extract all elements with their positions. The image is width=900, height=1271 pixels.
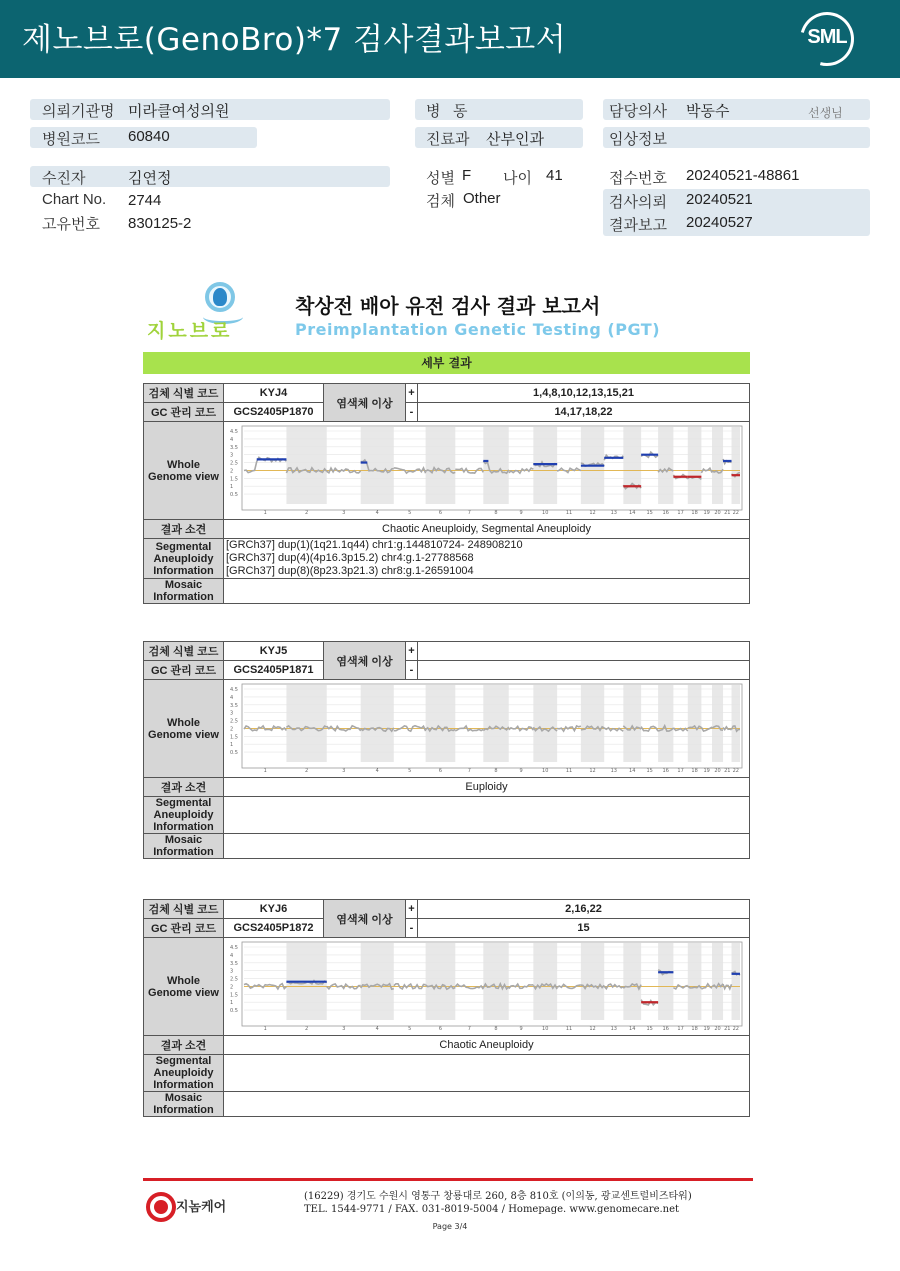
x-tick-label: 4 bbox=[375, 510, 379, 516]
wgv-label: Whole Genome view bbox=[144, 938, 224, 1036]
x-tick-label: 9 bbox=[519, 768, 523, 774]
x-tick-label: 3 bbox=[342, 510, 346, 516]
mosaic-label: Mosaic Information bbox=[144, 579, 224, 604]
chrom-band bbox=[426, 943, 456, 1020]
report-heading bbox=[143, 282, 750, 342]
finding-label: 결과 소견 bbox=[144, 1036, 224, 1055]
clinical-label: 임상정보 bbox=[609, 131, 667, 148]
y-tick-label: 3.5 bbox=[230, 444, 238, 451]
loss-sign: - bbox=[406, 403, 418, 422]
x-tick-label: 8 bbox=[494, 768, 498, 774]
y-tick-label: 2.5 bbox=[230, 460, 238, 467]
sample-code: KYJ6 bbox=[224, 900, 324, 919]
chrom-band bbox=[688, 427, 702, 504]
x-tick-label: 13 bbox=[610, 1026, 617, 1032]
x-tick-label: 6 bbox=[438, 768, 443, 774]
report-date-label: 결과보고 bbox=[609, 217, 667, 234]
accession-label: 접수번호 bbox=[609, 170, 667, 187]
finding-value: Chaotic Aneuploidy, Segmental Aneuploidy bbox=[224, 520, 750, 539]
age-label: 나이 bbox=[503, 170, 532, 187]
x-tick-label: 21 bbox=[724, 768, 731, 774]
y-tick-label: 4 bbox=[230, 436, 234, 443]
institution-value: 미라클여성의원 bbox=[128, 103, 230, 120]
x-tick-label: 15 bbox=[646, 510, 653, 516]
x-tick-label: 2 bbox=[304, 768, 309, 774]
x-tick-label: 14 bbox=[629, 768, 636, 774]
x-tick-label: 11 bbox=[565, 510, 573, 516]
y-tick-label: 4 bbox=[230, 952, 234, 959]
wgv-label: Whole Genome view bbox=[144, 422, 224, 520]
genome-plot-cell bbox=[224, 938, 750, 1036]
x-tick-label: 7 bbox=[467, 768, 471, 774]
x-tick-label: 20 bbox=[714, 768, 721, 774]
segmental-label: Segmental Aneuploidy Information bbox=[144, 539, 224, 579]
x-tick-label: 16 bbox=[662, 768, 669, 774]
x-tick-label: 6 bbox=[438, 1026, 443, 1032]
y-tick-label: 1 bbox=[230, 742, 234, 749]
x-tick-label: 20 bbox=[714, 510, 721, 516]
genobro-brand: 지노브로 bbox=[147, 320, 233, 342]
specimen-label: 검체 bbox=[426, 193, 455, 210]
x-tick-label: 18 bbox=[691, 768, 698, 774]
x-tick-label: 17 bbox=[677, 510, 684, 516]
chrom-band bbox=[426, 685, 456, 762]
x-tick-label: 3 bbox=[342, 1026, 346, 1032]
y-tick-label: 1.5 bbox=[230, 734, 238, 741]
x-tick-label: 11 bbox=[565, 768, 573, 774]
ward-label: 병 동 bbox=[426, 103, 468, 120]
sex-label: 성별 bbox=[426, 170, 455, 187]
sample-table bbox=[143, 899, 750, 1117]
hospital-code-value: 60840 bbox=[128, 128, 170, 145]
wgv-label: Whole Genome view bbox=[144, 680, 224, 778]
x-tick-label: 4 bbox=[375, 768, 379, 774]
chrom-abnormal-label: 염색체 이상 bbox=[324, 900, 406, 938]
x-tick-label: 14 bbox=[629, 1026, 636, 1032]
sml-logo bbox=[800, 12, 854, 66]
y-tick-label: 0.5 bbox=[230, 750, 238, 757]
request-value: 20240521 bbox=[686, 191, 753, 208]
specimen-value: Other bbox=[463, 190, 501, 207]
x-tick-label: 7 bbox=[467, 510, 471, 516]
y-tick-label: 0.5 bbox=[230, 1008, 238, 1015]
x-tick-label: 1 bbox=[263, 1026, 267, 1032]
gc-code-label: GC 관리 코드 bbox=[144, 403, 224, 422]
x-tick-label: 22 bbox=[732, 1026, 739, 1032]
chart-value: 2744 bbox=[128, 192, 162, 209]
age-value: 41 bbox=[546, 167, 563, 184]
chrom-band bbox=[581, 943, 604, 1020]
chrom-band bbox=[581, 685, 604, 762]
segmental-value bbox=[224, 797, 750, 834]
gain-chromosomes bbox=[418, 642, 750, 661]
report-date-value: 20240527 bbox=[686, 214, 753, 231]
sample-table bbox=[143, 641, 750, 859]
chrom-band bbox=[286, 685, 326, 762]
y-tick-label: 2 bbox=[230, 726, 234, 733]
x-tick-label: 12 bbox=[589, 510, 596, 516]
segmental-label: Segmental Aneuploidy Information bbox=[144, 1055, 224, 1092]
gain-chromosomes: 2,16,22 bbox=[418, 900, 750, 919]
segmental-label: Segmental Aneuploidy Information bbox=[144, 797, 224, 834]
x-tick-label: 5 bbox=[408, 510, 412, 516]
footer-divider bbox=[143, 1178, 753, 1181]
x-tick-label: 15 bbox=[646, 768, 653, 774]
genome-plot bbox=[226, 680, 747, 777]
mosaic-value bbox=[224, 834, 750, 859]
y-tick-label: 4.5 bbox=[230, 945, 238, 951]
x-tick-label: 21 bbox=[724, 1026, 731, 1032]
x-tick-label: 19 bbox=[703, 768, 710, 774]
gc-code: GCS2405P1871 bbox=[224, 661, 324, 680]
page-title: 제노브로(GenoBro)*7 검사결과보고서 bbox=[22, 22, 567, 58]
report-title-ko: 착상전 배아 유전 검사 결과 보고서 bbox=[295, 294, 601, 318]
sample-id-label: 검체 식별 코드 bbox=[144, 642, 224, 661]
x-tick-label: 17 bbox=[677, 1026, 684, 1032]
loss-sign: - bbox=[406, 919, 418, 938]
chrom-band bbox=[426, 427, 456, 504]
genome-plot-cell bbox=[224, 680, 750, 778]
x-tick-label: 9 bbox=[519, 510, 523, 516]
page-number: Page 3/4 bbox=[432, 1222, 468, 1231]
doctor-label: 담당의사 bbox=[609, 103, 667, 120]
chrom-band bbox=[623, 427, 641, 504]
genome-plot bbox=[226, 422, 747, 519]
chrom-band bbox=[688, 685, 702, 762]
chrom-abnormal-label: 염색체 이상 bbox=[324, 642, 406, 680]
sample-table bbox=[143, 383, 750, 604]
gc-code-label: GC 관리 코드 bbox=[144, 661, 224, 680]
chrom-band bbox=[658, 943, 673, 1020]
x-tick-label: 2 bbox=[304, 1026, 309, 1032]
gc-code-label: GC 관리 코드 bbox=[144, 919, 224, 938]
doctor-value: 박동수 bbox=[686, 103, 730, 120]
chrom-band bbox=[732, 427, 740, 504]
chrom-band bbox=[361, 943, 394, 1020]
chrom-band bbox=[658, 685, 673, 762]
mosaic-value bbox=[224, 1092, 750, 1117]
patient-name: 김연정 bbox=[128, 170, 172, 187]
chrom-band bbox=[361, 685, 394, 762]
x-tick-label: 14 bbox=[629, 510, 636, 516]
address-line: (16229) 경기도 수원시 영통구 창룡대로 260, 8층 810호 (이의동, 광교센트럴비즈타워) bbox=[304, 1191, 692, 1202]
segmental-value bbox=[224, 1055, 750, 1092]
chrom-band bbox=[712, 427, 723, 504]
gain-sign: + bbox=[406, 900, 418, 919]
y-tick-label: 1 bbox=[230, 1000, 234, 1007]
request-label: 검사의뢰 bbox=[609, 194, 667, 211]
x-tick-label: 3 bbox=[342, 768, 346, 774]
chrom-band bbox=[623, 685, 641, 762]
chrom-band bbox=[533, 943, 557, 1020]
x-tick-label: 4 bbox=[375, 1026, 379, 1032]
x-tick-label: 9 bbox=[519, 1026, 523, 1032]
finding-value: Euploidy bbox=[224, 778, 750, 797]
chrom-band bbox=[732, 943, 740, 1020]
chart-label: Chart No. bbox=[42, 191, 107, 208]
segmental-line: [GRCh37] dup(1)(1q21.1q44) chr1:g.144810724- 248908210 bbox=[226, 539, 523, 551]
finding-value: Chaotic Aneuploidy bbox=[224, 1036, 750, 1055]
chrom-band bbox=[286, 427, 326, 504]
mosaic-label: Mosaic Information bbox=[144, 1092, 224, 1117]
section-header: 세부 결과 bbox=[143, 352, 750, 374]
x-tick-label: 19 bbox=[703, 510, 710, 516]
mosaic-value bbox=[224, 579, 750, 604]
y-tick-label: 1.5 bbox=[230, 476, 238, 483]
genome-plot-cell bbox=[224, 422, 750, 520]
x-tick-label: 18 bbox=[691, 510, 698, 516]
chrom-band bbox=[658, 427, 673, 504]
gain-sign: + bbox=[406, 642, 418, 661]
x-tick-label: 10 bbox=[542, 510, 549, 516]
report-title-en: Preimplantation Genetic Testing (PGT) bbox=[295, 320, 661, 339]
x-tick-label: 1 bbox=[263, 768, 267, 774]
x-tick-label: 8 bbox=[494, 510, 498, 516]
sample-code: KYJ5 bbox=[224, 642, 324, 661]
sex-value: F bbox=[462, 167, 472, 184]
sample-id-label: 검체 식별 코드 bbox=[144, 900, 224, 919]
chrom-band bbox=[688, 943, 702, 1020]
company-name: 지놈케어 bbox=[176, 1200, 227, 1215]
loss-chromosomes: 15 bbox=[418, 919, 750, 938]
chrom-band bbox=[361, 427, 394, 504]
genome-plot bbox=[226, 938, 747, 1035]
x-tick-label: 7 bbox=[467, 1026, 471, 1032]
y-tick-label: 0.5 bbox=[230, 492, 238, 499]
sample-code: KYJ4 bbox=[224, 384, 324, 403]
y-tick-label: 4 bbox=[230, 694, 234, 701]
chrom-band bbox=[623, 943, 641, 1020]
segmental-line: [GRCh37] dup(4)(4p16.3p15.2) chr4:g.1-27788568 bbox=[226, 552, 474, 564]
chrom-band bbox=[533, 685, 557, 762]
finding-label: 결과 소견 bbox=[144, 520, 224, 539]
x-tick-label: 10 bbox=[542, 1026, 549, 1032]
accession-value: 20240521-48861 bbox=[686, 167, 800, 184]
x-tick-label: 6 bbox=[438, 510, 443, 516]
sample-id-label: 검체 식별 코드 bbox=[144, 384, 224, 403]
x-tick-label: 12 bbox=[589, 1026, 596, 1032]
x-tick-label: 12 bbox=[589, 768, 596, 774]
y-tick-label: 4.5 bbox=[230, 429, 238, 435]
y-tick-label: 2.5 bbox=[230, 718, 238, 725]
doctor-suffix: 선생님 bbox=[808, 106, 843, 120]
gain-sign: + bbox=[406, 384, 418, 403]
hospital-code-label: 병원코드 bbox=[42, 131, 100, 148]
y-tick-label: 2 bbox=[230, 984, 234, 991]
x-tick-label: 22 bbox=[732, 510, 739, 516]
x-tick-label: 13 bbox=[610, 768, 617, 774]
chrom-band bbox=[483, 685, 508, 762]
loss-chromosomes: 14,17,18,22 bbox=[418, 403, 750, 422]
x-tick-label: 18 bbox=[691, 1026, 698, 1032]
chrom-band bbox=[732, 685, 740, 762]
x-tick-label: 8 bbox=[494, 1026, 498, 1032]
x-tick-label: 19 bbox=[703, 1026, 710, 1032]
x-tick-label: 2 bbox=[304, 510, 309, 516]
y-tick-label: 3.5 bbox=[230, 960, 238, 967]
loss-chromosomes bbox=[418, 661, 750, 680]
y-tick-label: 3 bbox=[230, 968, 234, 975]
genomecare-logo-icon bbox=[146, 1192, 176, 1222]
y-tick-label: 3 bbox=[230, 710, 234, 717]
y-tick-label: 1.5 bbox=[230, 992, 238, 999]
chrom-band bbox=[483, 427, 508, 504]
x-tick-label: 15 bbox=[646, 1026, 653, 1032]
unique-id-label: 고유번호 bbox=[42, 216, 100, 233]
gc-code: GCS2405P1870 bbox=[224, 403, 324, 422]
x-tick-label: 16 bbox=[662, 510, 669, 516]
y-tick-label: 1 bbox=[230, 484, 234, 491]
x-tick-label: 13 bbox=[610, 510, 617, 516]
patient-label: 수진자 bbox=[42, 170, 86, 187]
dept-value: 산부인과 bbox=[486, 131, 544, 148]
y-tick-label: 2 bbox=[230, 468, 234, 475]
y-tick-label: 2.5 bbox=[230, 976, 238, 983]
unique-id-value: 830125-2 bbox=[128, 215, 192, 232]
institution-label: 의뢰기관명 bbox=[42, 103, 115, 120]
dept-label: 진료과 bbox=[426, 131, 470, 148]
gc-code: GCS2405P1872 bbox=[224, 919, 324, 938]
y-tick-label: 3 bbox=[230, 452, 234, 459]
x-tick-label: 17 bbox=[677, 768, 684, 774]
y-tick-label: 3.5 bbox=[230, 702, 238, 709]
logo-text: SML bbox=[807, 26, 847, 48]
top-banner bbox=[0, 0, 900, 78]
x-tick-label: 20 bbox=[714, 1026, 721, 1032]
gain-chromosomes: 1,4,8,10,12,13,15,21 bbox=[418, 384, 750, 403]
y-tick-label: 4.5 bbox=[230, 687, 238, 693]
x-tick-label: 16 bbox=[662, 1026, 669, 1032]
loss-sign: - bbox=[406, 661, 418, 680]
segmental-value bbox=[224, 539, 750, 579]
contact-line: TEL. 1544-9771 / FAX. 031-8019-5004 / Homepage. www.genomecare.net bbox=[304, 1204, 680, 1215]
x-tick-label: 5 bbox=[408, 1026, 412, 1032]
segmental-line: [GRCh37] dup(8)(8p23.3p21.3) chr8:g.1-26591004 bbox=[226, 565, 474, 577]
chrom-band bbox=[712, 943, 723, 1020]
footer-address bbox=[304, 1190, 692, 1216]
finding-label: 결과 소견 bbox=[144, 778, 224, 797]
x-tick-label: 21 bbox=[724, 510, 731, 516]
x-tick-label: 10 bbox=[542, 768, 549, 774]
chrom-abnormal-label: 염색체 이상 bbox=[324, 384, 406, 422]
mosaic-label: Mosaic Information bbox=[144, 834, 224, 859]
x-tick-label: 11 bbox=[565, 1026, 573, 1032]
chrom-band bbox=[712, 685, 723, 762]
chrom-band bbox=[483, 943, 508, 1020]
x-tick-label: 22 bbox=[732, 768, 739, 774]
x-tick-label: 1 bbox=[263, 510, 267, 516]
x-tick-label: 5 bbox=[408, 768, 412, 774]
